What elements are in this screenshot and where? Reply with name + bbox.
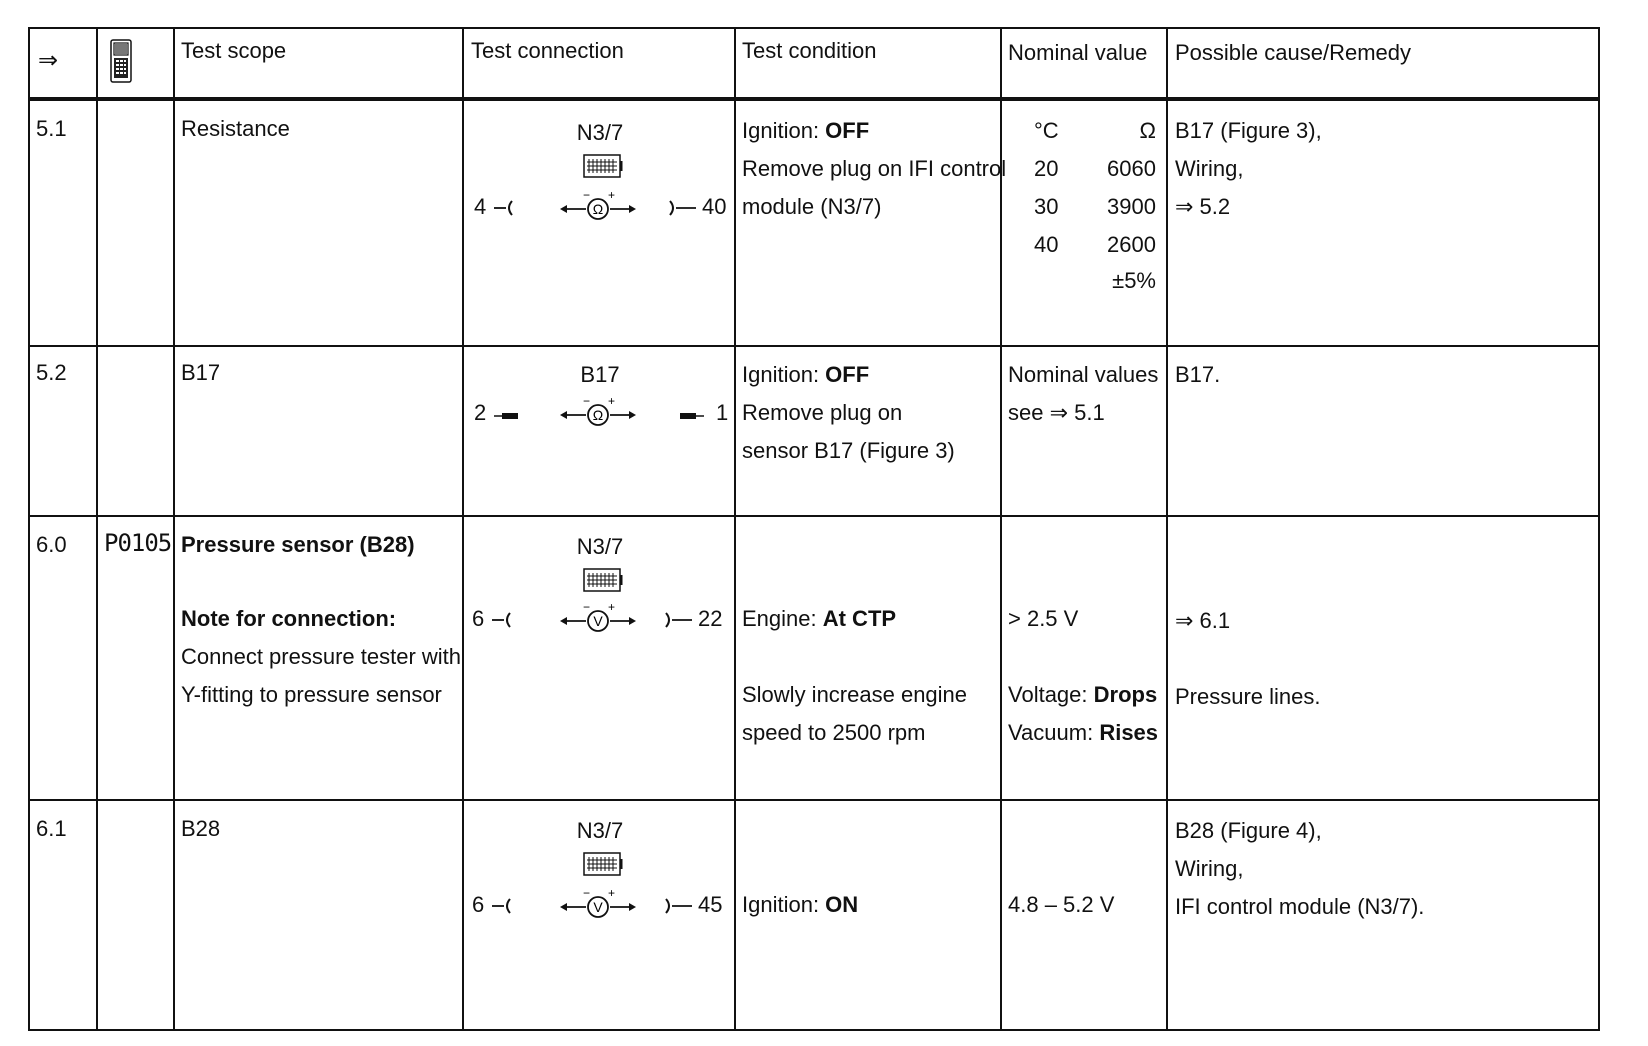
meter-symbol: Ω bbox=[592, 407, 604, 423]
remedy-line: B17. bbox=[1175, 362, 1221, 387]
socket-left-icon bbox=[490, 605, 520, 635]
nominal-line: Vacuum: Rises bbox=[1008, 720, 1159, 745]
col-divider bbox=[462, 29, 464, 1029]
header-cause-remedy: Possible cause/Remedy bbox=[1175, 40, 1412, 65]
left-pin: 4 bbox=[474, 194, 487, 219]
voltmeter-icon bbox=[558, 885, 638, 925]
header-nominal-value: Nominal value bbox=[1008, 40, 1148, 65]
remedy-line: B17 (Figure 3), bbox=[1175, 118, 1322, 143]
control-module-icon bbox=[583, 851, 623, 883]
temp-value: 40 bbox=[1034, 232, 1059, 257]
row-divider bbox=[30, 345, 1598, 347]
meter-symbol: V bbox=[593, 613, 603, 629]
svg-text:+: + bbox=[608, 600, 616, 614]
ohmmeter-icon bbox=[558, 393, 638, 433]
row-divider bbox=[30, 515, 1598, 517]
col-divider bbox=[1166, 29, 1168, 1029]
remedy-line: Wiring, bbox=[1175, 856, 1244, 881]
row-divider bbox=[30, 799, 1598, 801]
meter-symbol: V bbox=[593, 899, 603, 915]
socket-right-icon bbox=[662, 605, 696, 635]
test-scope-title: Pressure sensor (B28) bbox=[181, 532, 415, 557]
header-test-connection: Test connection bbox=[471, 38, 624, 63]
left-pin: 6 bbox=[472, 892, 485, 917]
ohm-value: 3900 bbox=[1107, 194, 1156, 219]
test-scope: B17 bbox=[181, 360, 221, 385]
note-title: Note for connection: bbox=[181, 606, 397, 631]
nominal-line: 4.8 – 5.2 V bbox=[1008, 892, 1115, 917]
right-pin: 45 bbox=[698, 892, 723, 917]
meter-symbol: Ω bbox=[592, 201, 604, 217]
control-module-icon bbox=[583, 153, 623, 185]
socket-right-icon bbox=[662, 891, 696, 921]
right-pin: 40 bbox=[702, 194, 727, 219]
ohmmeter-icon bbox=[558, 187, 638, 227]
temp-header: °C bbox=[1034, 118, 1059, 143]
control-module-icon bbox=[583, 567, 623, 599]
condition-line: Ignition: OFF bbox=[742, 362, 870, 387]
nominal-line: Nominal values bbox=[1008, 362, 1159, 387]
condition-line: Slowly increase engine bbox=[742, 682, 968, 707]
header-arrow: ⇒ bbox=[38, 47, 59, 74]
device-label: N3/7 bbox=[576, 818, 624, 843]
handheld-tester-icon bbox=[110, 39, 132, 89]
condition-line: Remove plug on bbox=[742, 400, 903, 425]
socket-left-icon bbox=[490, 891, 520, 921]
condition-line: sensor B17 (Figure 3) bbox=[742, 438, 955, 463]
nominal-line: > 2.5 V bbox=[1008, 606, 1079, 631]
remedy-line: ⇒ 6.1 bbox=[1175, 608, 1231, 633]
svg-text:+: + bbox=[608, 188, 616, 202]
step-number: 6.0 bbox=[36, 532, 67, 557]
condition-line: module (N3/7) bbox=[742, 194, 882, 219]
condition-line: Ignition: ON bbox=[742, 892, 859, 917]
connection-diagram bbox=[466, 113, 756, 273]
right-pin: 1 bbox=[716, 400, 729, 425]
ohm-header: Ω bbox=[1139, 118, 1156, 143]
voltmeter-icon bbox=[558, 599, 638, 639]
header-test-scope: Test scope bbox=[181, 38, 287, 63]
temp-value: 30 bbox=[1034, 194, 1059, 219]
remedy-line: ⇒ 5.2 bbox=[1175, 194, 1231, 219]
condition-line: Engine: At CTP bbox=[742, 606, 897, 631]
device-label: N3/7 bbox=[576, 120, 624, 145]
connection-diagram bbox=[466, 811, 756, 971]
test-scope: B28 bbox=[181, 816, 221, 841]
header-divider bbox=[30, 97, 1598, 101]
plug-right-icon bbox=[676, 399, 706, 429]
fault-code: P0105 bbox=[104, 529, 172, 557]
note-line: Connect pressure tester with bbox=[181, 644, 462, 669]
svg-text:+: + bbox=[608, 394, 616, 408]
socket-right-icon bbox=[666, 193, 700, 223]
test-scope: Resistance bbox=[181, 116, 290, 141]
device-label: B17 bbox=[580, 362, 620, 387]
svg-text:−: − bbox=[583, 394, 591, 408]
remedy-line: Pressure lines. bbox=[1175, 684, 1321, 709]
temp-value: 20 bbox=[1034, 156, 1059, 181]
connection-diagram bbox=[466, 355, 756, 515]
condition-line: Remove plug on IFI control bbox=[742, 156, 1007, 181]
remedy-line: IFI control module (N3/7). bbox=[1175, 894, 1425, 919]
svg-text:−: − bbox=[583, 188, 591, 202]
col-divider bbox=[173, 29, 175, 1029]
nominal-line: see ⇒ 5.1 bbox=[1008, 400, 1105, 425]
condition-line: speed to 2500 rpm bbox=[742, 720, 926, 745]
test-table bbox=[28, 27, 1600, 1031]
remedy-line: B28 (Figure 4), bbox=[1175, 818, 1322, 843]
svg-text:+: + bbox=[608, 886, 616, 900]
nominal-line: Voltage: Drops bbox=[1008, 682, 1158, 707]
step-number: 6.1 bbox=[36, 816, 67, 841]
plug-left-icon bbox=[492, 399, 522, 429]
note-line: Y-fitting to pressure sensor bbox=[181, 682, 442, 707]
right-pin: 22 bbox=[698, 606, 723, 631]
header-test-condition: Test condition bbox=[742, 38, 877, 63]
left-pin: 2 bbox=[474, 400, 487, 425]
step-number: 5.2 bbox=[36, 360, 67, 385]
remedy-line: Wiring, bbox=[1175, 156, 1244, 181]
condition-line: Ignition: OFF bbox=[742, 118, 870, 143]
svg-text:−: − bbox=[583, 600, 591, 614]
tolerance: ±5% bbox=[1112, 268, 1156, 293]
socket-left-icon bbox=[492, 193, 522, 223]
step-number: 5.1 bbox=[36, 116, 67, 141]
col-divider bbox=[96, 29, 98, 1029]
left-pin: 6 bbox=[472, 606, 485, 631]
connection-diagram bbox=[466, 527, 756, 687]
device-label: N3/7 bbox=[576, 534, 624, 559]
ohm-value: 2600 bbox=[1107, 232, 1156, 257]
ohm-value: 6060 bbox=[1107, 156, 1156, 181]
svg-text:−: − bbox=[583, 886, 591, 900]
